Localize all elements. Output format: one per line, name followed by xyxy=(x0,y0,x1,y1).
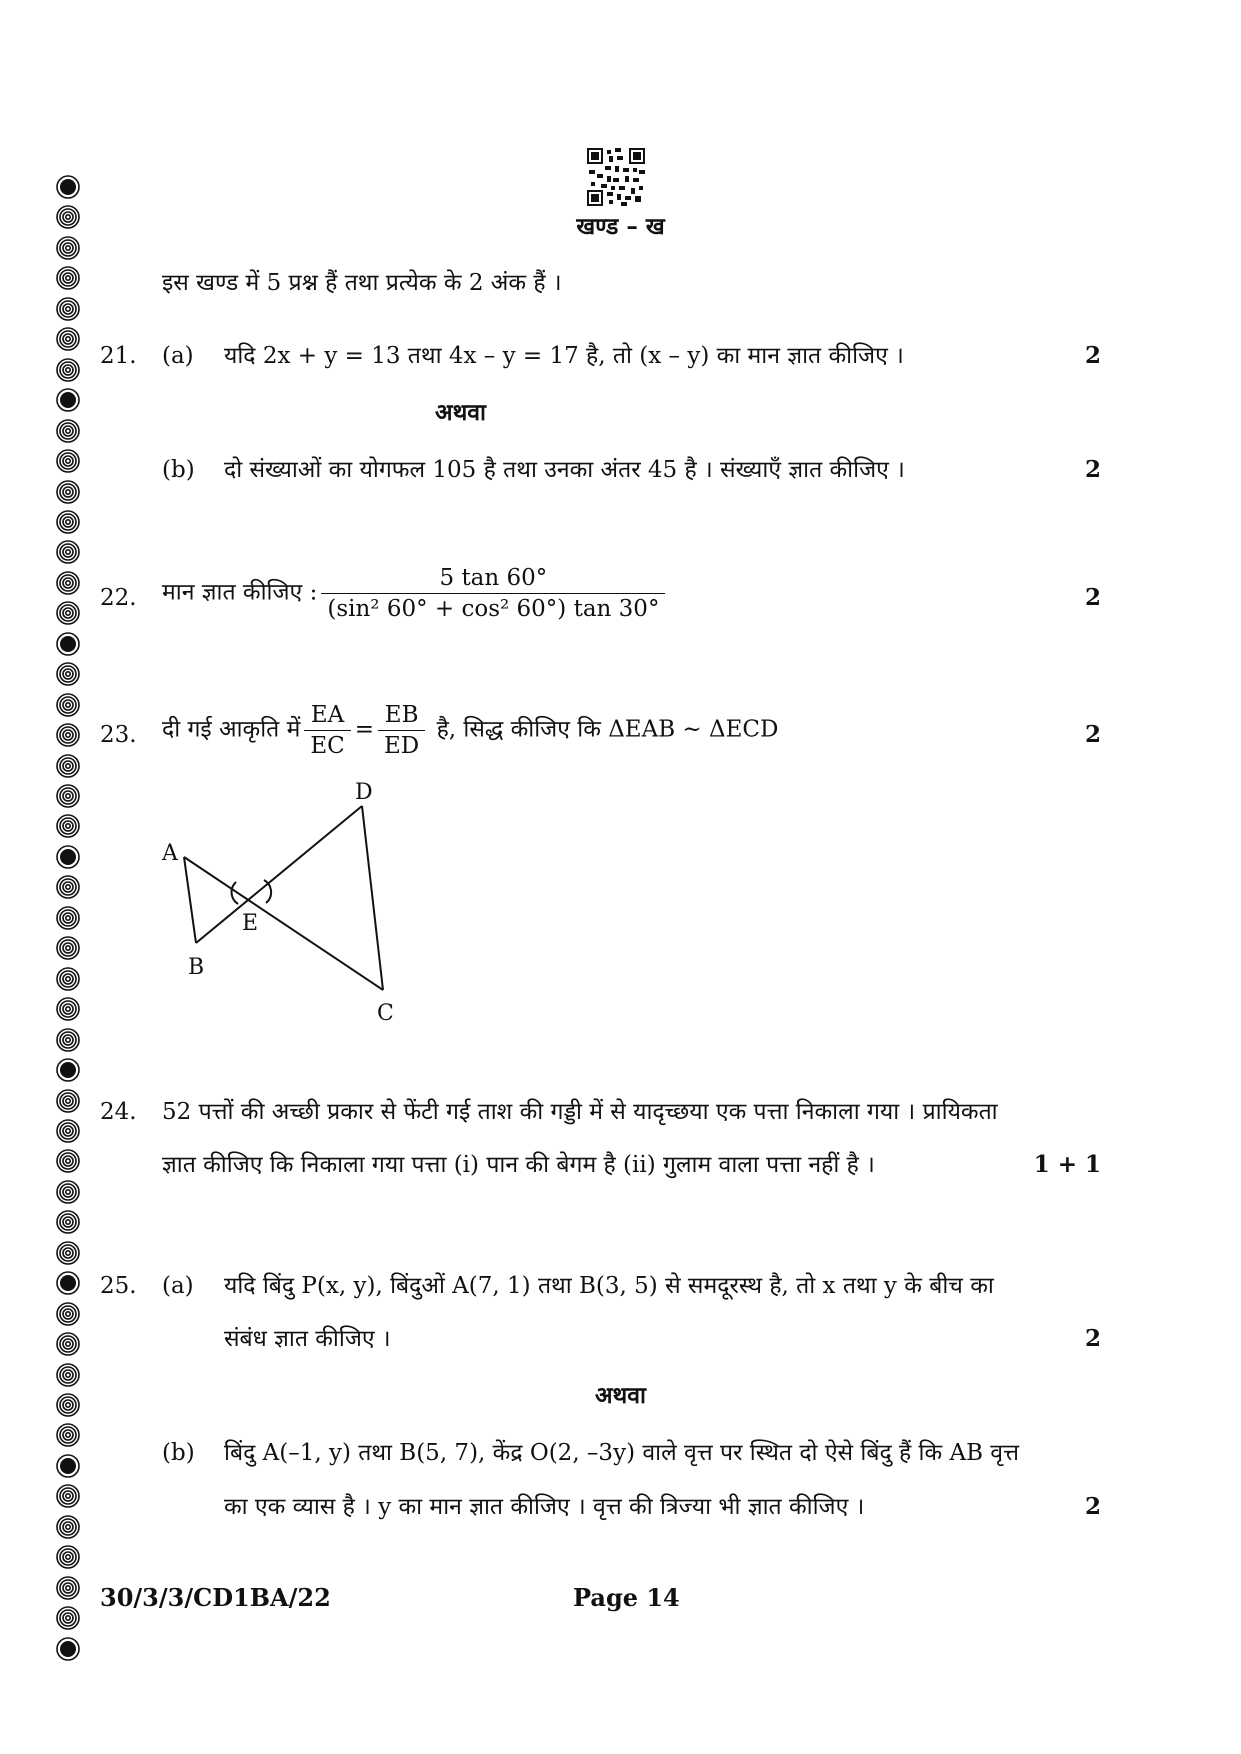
segment-ac xyxy=(184,857,383,990)
section-title: खण्ड – ख xyxy=(576,213,665,240)
filled-ring-icon xyxy=(56,1637,80,1661)
concentric-ring-icon xyxy=(56,814,80,838)
q24-line-2: ज्ञात कीजिए कि निकाला गया पत्ता (i) पान की बेगम है (ii) गुलाम वाला पत्ता नहीं है । xyxy=(162,1152,875,1178)
q22-fraction xyxy=(321,563,665,624)
concentric-ring-icon xyxy=(56,1028,80,1052)
concentric-ring-icon xyxy=(56,875,80,899)
q21-part-b-text: दो संख्याओं का योगफल 105 है तथा उनका अंतर 45 है । संख्याएँ ज्ञात कीजिए । xyxy=(224,457,905,483)
q23-fraction-ea-ec xyxy=(304,700,350,761)
angle-arc-right xyxy=(264,880,271,903)
concentric-ring-icon xyxy=(56,1606,80,1630)
concentric-ring-icon xyxy=(56,540,80,564)
q23-f1-num: EA xyxy=(304,700,350,731)
q22-numerator: 5 tan 60° xyxy=(321,563,665,594)
question-number-23: 23. xyxy=(100,722,137,748)
concentric-ring-icon xyxy=(56,480,80,504)
concentric-ring-icon xyxy=(56,1302,80,1326)
concentric-ring-icon xyxy=(56,1241,80,1265)
q21-a-marks: 2 xyxy=(1084,342,1101,369)
q23-f1-den: EC xyxy=(310,733,345,759)
q25-part-a-label: (a) xyxy=(162,1273,194,1299)
concentric-ring-icon xyxy=(56,601,80,625)
concentric-ring-icon xyxy=(56,1484,80,1508)
segment-dc xyxy=(362,806,383,990)
filled-ring-icon xyxy=(56,632,80,656)
q23-prefix: दी गई आकृति में xyxy=(162,716,301,743)
q23-suffix: है, सिद्ध कीजिए कि ΔEAB ~ ΔECD xyxy=(436,716,779,743)
filled-ring-icon xyxy=(56,1454,80,1478)
filled-ring-icon xyxy=(56,1271,80,1295)
q24-line-1: 52 पत्तों की अच्छी प्रकार से फेंटी गई ताश की गड्डी में से यादृच्छया एक पत्ता निकाला गया । प्रायिकता xyxy=(162,1099,998,1125)
concentric-ring-icon xyxy=(56,967,80,991)
concentric-ring-icon xyxy=(56,1332,80,1356)
q25-part-b-line-2: का एक व्यास है । y का मान ज्ञात कीजिए । वृत्त की त्रिज्या भी ज्ञात कीजिए । xyxy=(224,1494,865,1520)
concentric-ring-icon xyxy=(56,327,80,351)
concentric-ring-icon xyxy=(56,449,80,473)
paper-code: 30/3/3/CD1BA/22 xyxy=(100,1583,331,1612)
q22-marks: 2 xyxy=(1084,584,1101,611)
segment-bd xyxy=(196,806,362,943)
concentric-ring-icon xyxy=(56,997,80,1021)
concentric-ring-icon xyxy=(56,754,80,778)
segment-ab xyxy=(184,857,196,943)
q25-or-label: अथवा xyxy=(594,1382,646,1409)
q23-figure xyxy=(150,775,420,1035)
q23-f2-num: EB xyxy=(378,700,425,731)
concentric-ring-icon xyxy=(56,693,80,717)
concentric-ring-icon xyxy=(56,1119,80,1143)
concentric-ring-icon xyxy=(56,723,80,747)
q25-part-a-line-2: संबंध ज्ञात कीजिए । xyxy=(224,1326,391,1352)
concentric-ring-icon xyxy=(56,1089,80,1113)
q21-part-b-label: (b) xyxy=(162,457,195,483)
filled-ring-icon xyxy=(56,1058,80,1082)
concentric-ring-icon xyxy=(56,784,80,808)
question-number-21: 21. xyxy=(100,343,137,369)
label-d: D xyxy=(355,780,373,805)
page-number: Page 14 xyxy=(573,1583,680,1612)
q22-prefix: मान ज्ञात कीजिए : xyxy=(162,579,318,606)
concentric-ring-icon xyxy=(56,1180,80,1204)
q22-denominator: (sin² 60° + cos² 60°) tan 30° xyxy=(327,596,660,622)
concentric-ring-icon xyxy=(56,906,80,930)
concentric-ring-icon xyxy=(56,1545,80,1569)
concentric-ring-icon xyxy=(56,419,80,443)
q23-statement xyxy=(162,700,778,761)
q21-or-label: अथवा xyxy=(435,399,487,426)
filled-ring-icon xyxy=(56,175,80,199)
concentric-ring-icon xyxy=(56,662,80,686)
concentric-ring-icon xyxy=(56,1423,80,1447)
concentric-ring-icon xyxy=(56,266,80,290)
q21-b-marks: 2 xyxy=(1084,456,1101,483)
q21-part-a-label: (a) xyxy=(162,343,194,369)
q25-part-b-line-1: बिंदु A(–1, y) तथा B(5, 7), केंद्र O(2, –3y) वाले वृत्त पर स्थित दो ऐसे बिंदु हैं कि AB वृत्त xyxy=(224,1440,1019,1466)
q23-marks: 2 xyxy=(1084,721,1101,748)
label-c: C xyxy=(377,1001,394,1026)
concentric-ring-icon xyxy=(56,1515,80,1539)
concentric-ring-icon xyxy=(56,936,80,960)
filled-ring-icon xyxy=(56,845,80,869)
concentric-ring-icon xyxy=(56,1576,80,1600)
concentric-ring-icon xyxy=(56,571,80,595)
q23-f2-den: ED xyxy=(384,733,420,759)
q25-part-b-label: (b) xyxy=(162,1440,195,1466)
concentric-ring-icon xyxy=(56,1210,80,1234)
qr-code xyxy=(587,148,645,206)
question-number-25: 25. xyxy=(100,1273,137,1299)
section-intro: इस खण्ड में 5 प्रश्न हैं तथा प्रत्येक के 2 अंक हैं । xyxy=(162,270,562,296)
q24-marks: 1 + 1 xyxy=(1033,1151,1101,1178)
question-number-22: 22. xyxy=(100,585,137,611)
label-e: E xyxy=(242,911,259,936)
label-a: A xyxy=(162,841,178,866)
q21-part-a-text: यदि 2x + y = 13 तथा 4x – y = 17 है, तो (x – y) का मान ज्ञात कीजिए । xyxy=(224,343,904,369)
filled-ring-icon xyxy=(56,388,80,412)
concentric-ring-icon xyxy=(56,297,80,321)
q25-b-marks: 2 xyxy=(1084,1493,1101,1520)
label-b: B xyxy=(188,955,205,980)
q22-expression xyxy=(162,563,669,624)
q25-a-marks: 2 xyxy=(1084,1325,1101,1352)
question-number-24: 24. xyxy=(100,1099,137,1125)
concentric-ring-icon xyxy=(56,1149,80,1173)
q23-equals: = xyxy=(354,716,375,743)
concentric-ring-icon xyxy=(56,358,80,382)
q23-fraction-eb-ed xyxy=(378,700,425,761)
q25-part-a-line-1: यदि बिंदु P(x, y), बिंदुओं A(7, 1) तथा B(3, 5) से समदूरस्थ है, तो x तथा y के बीच का xyxy=(224,1273,994,1299)
concentric-ring-icon xyxy=(56,510,80,534)
